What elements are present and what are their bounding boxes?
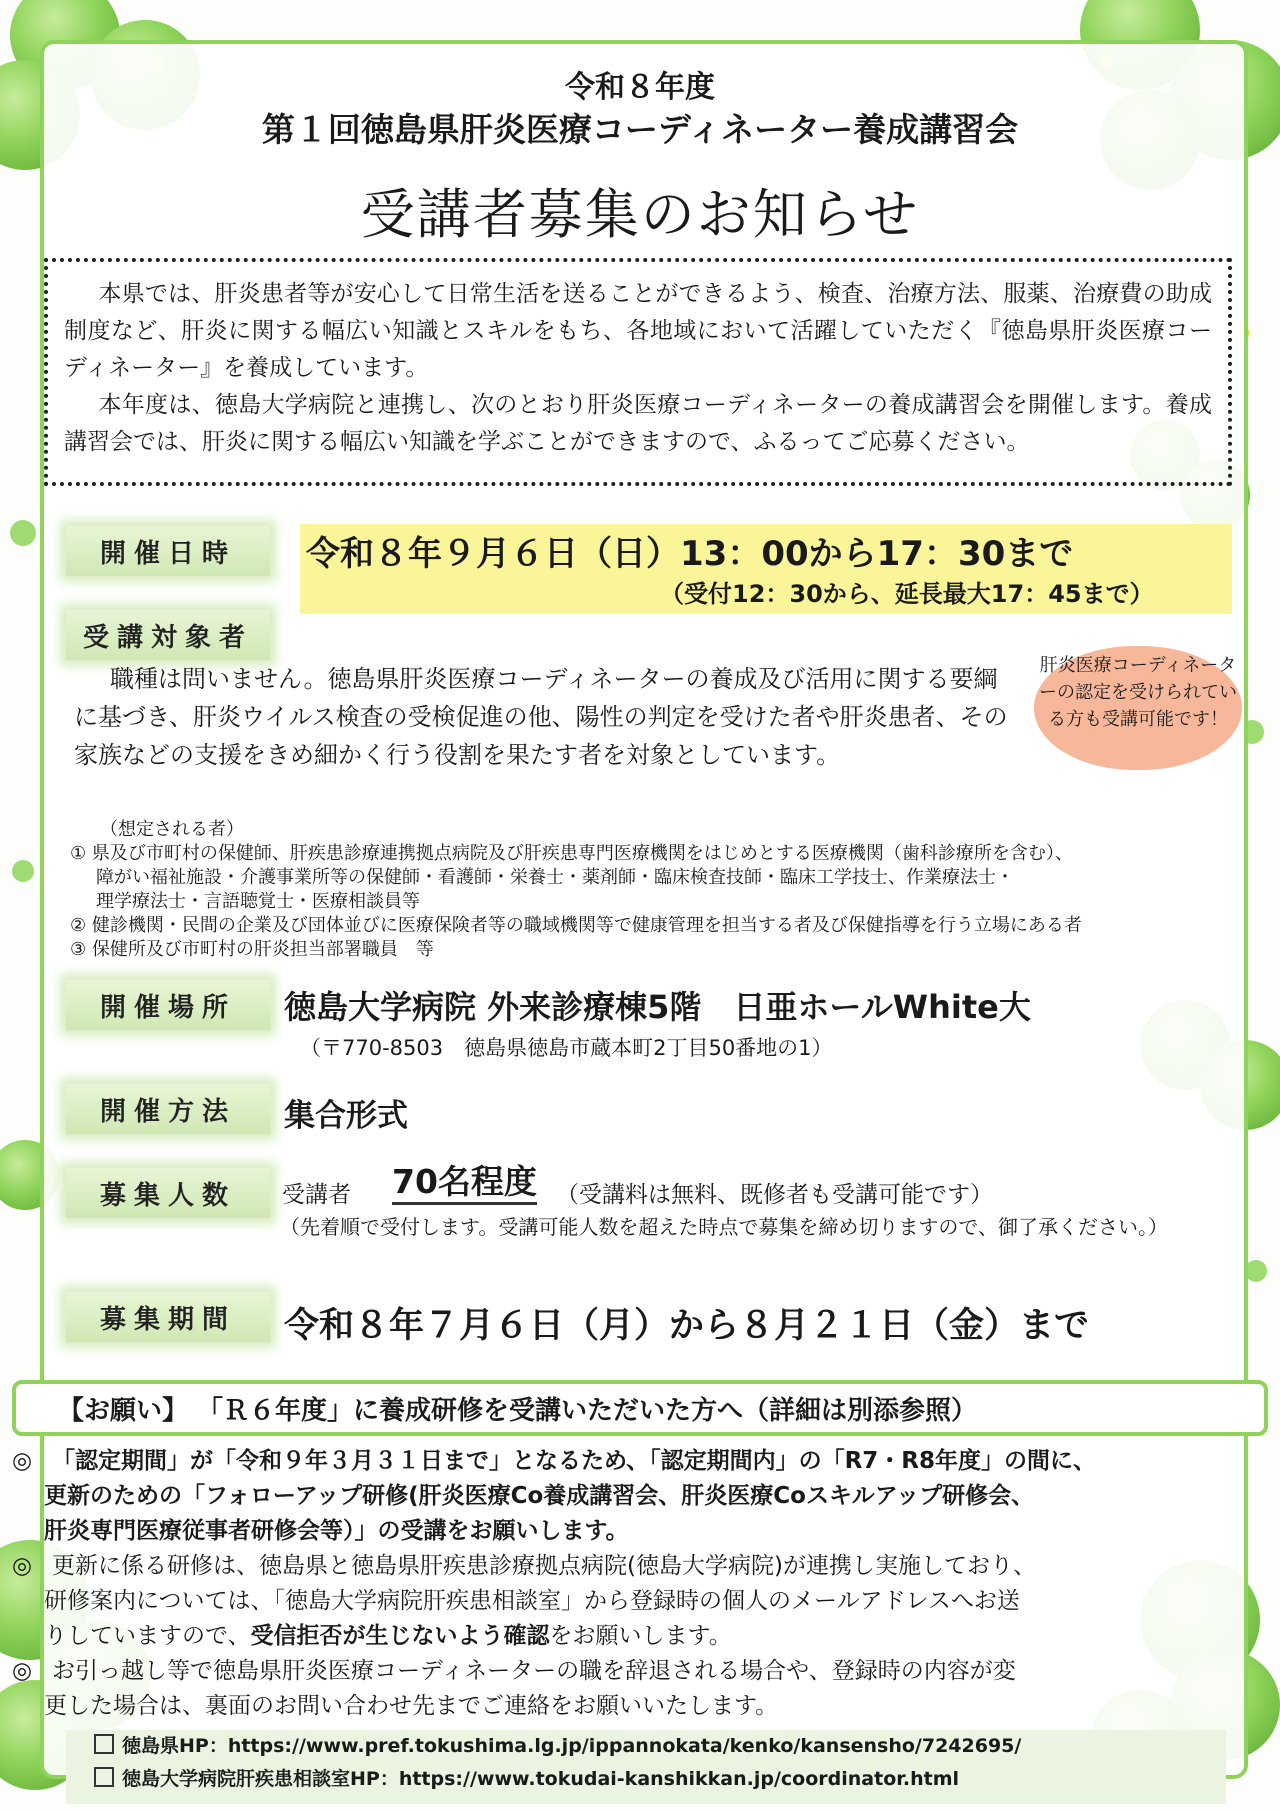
target-label: 受講対象者 [66,610,270,660]
capacity-label: 募集人数 [66,1168,270,1218]
intro-box [44,258,1232,486]
assumed-heading: （想定される者） [100,819,244,840]
fiscal-year: 令和８年度 [565,70,715,105]
intro-paragraph-1: 本県では、肝炎患者等が安心して日常生活を送ることができるよう、検査、治療方法、服薬、治療費の助成制度など、肝炎に関する幅広い知識とスキルをもち、各地域において活躍していただく『徳島県肝炎医療コーディネーター』を養成しています。 [64,281,1212,381]
request-note-2: ◎ 更新に係る研修は、徳島県と徳島県肝疾患診療拠点病院(徳島大学病院)が連携し実施しており、 [12,1549,1260,1584]
date-main: 令和８年９月６日（日）13：00から17：30まで [306,534,1074,574]
place-address: （〒770-8503 徳島県徳島市蔵本町2丁目50番地の1） [300,1036,833,1060]
page-title: 第１回徳島県肝炎医療コーディネーター養成講習会 [261,110,1019,149]
method-label: 開催方法 [66,1084,270,1134]
bullet-mark: ◎ [12,1658,33,1684]
capacity-fee-note: （受講料は無料、既修者も受講可能です） [556,1182,993,1208]
date-label: 開催日時 [66,526,270,576]
capacity-number: 70名程度 [392,1162,537,1205]
request-notes: ◎ 「認定期間」が「令和９年３月３１日まで」となるため、「認定期間内」の「R7・R8年度」の間に、 更新のための「フォローアップ研修(肝炎医療Co養成講習会、肝炎医療Coスキルアップ研修会、 肝炎専門医療従事者研修会等）」の受講をお願いします。 ◎ 更新に係る研修は、徳島県と徳島県肝疾患診療拠点病院(徳島大学病院)が連携し実施しており、 研修案内については、「徳島大学病院肝疾患相談室」から登録時の個人のメールアドレスへお送 りしていますので、受信拒否が生じないよう確認をお願いします。 ◎ お引っ越し等で徳島県肝炎医療コーディネーターの職を辞退される場合や、登録時の内容が変 更した場合は、裏面のお問い合わせ先までご連絡をお願いいたします。 [12,1444,1260,1724]
bullet-mark: ◎ [12,1448,33,1474]
checkbox-icon [94,1734,114,1754]
assumed-item-1-cont2: 理学療法士・言語聴覚士・医療相談員等 [96,891,420,912]
assumed-item-3: ③ 保健所及び市町村の肝炎担当部署職員 等 [70,939,434,960]
link-prefecture-hp[interactable]: 徳島県HP：https://www.pref.tokushima.lg.jp/ippannokata/kenko/kansensho/7242695/ [94,1730,1226,1763]
place-label: 開催場所 [66,980,270,1030]
link-hospital-hp[interactable]: 徳島大学病院肝疾患相談室HP：https://www.tokudai-kanshikkan.jp/coordinator.html [94,1763,1226,1796]
assumed-item-1-cont: 障がい福祉施設・介護事業所等の保健師・看護師・栄養士・薬剤師・臨床検査技師・臨床工学技士、作業療法士・ [96,867,1014,888]
assumed-item-2: ② 健診機関・民間の企業及び団体並びに医療保険者等の職域機関等で健康管理を担当する者及び保健指導を行う立場にある者 [70,915,1082,936]
period-value: 令和８年７月６日（月）から８月２１日（金）まで [284,1306,1090,1346]
capacity-prefix: 受講者 [282,1182,351,1208]
assumed-list [70,818,1082,962]
request-note-3: ◎ お引っ越し等で徳島県肝炎医療コーディネーターの職を辞退される場合や、登録時の内容が変 [12,1654,1260,1689]
links-box [66,1730,1226,1804]
request-note-1: ◎ 「認定期間」が「令和９年３月３１日まで」となるため、「認定期間内」の「R7・R8年度」の間に、 [12,1444,1260,1479]
certified-note-bubble: 肝炎医療コーディネーターの認定を受けられている方も受講可能です！ [1034,646,1242,770]
method-value: 集合形式 [284,1098,408,1134]
bullet-mark: ◎ [12,1553,33,1579]
capacity-note: （先着順で受付します。受講可能人数を超えた時点で募集を締め切りますので、御了承ください。） [280,1215,1168,1239]
page-subtitle: 受講者募集のお知らせ [360,183,920,246]
assumed-item-1: ① 県及び市町村の保健師、肝疾患診療連携拠点病院及び肝疾患専門医療機関をはじめとする医療機関（歯科診療所を含む）、 [70,843,1073,864]
period-label: 募集期間 [66,1292,270,1342]
request-title: 【お願い】 「Ｒ６年度」に養成研修を受講いただいた方へ（詳細は別添参照） [12,1380,1268,1436]
place-name: 徳島大学病院 外来診療棟5階 日亜ホールWhite大 [284,988,1031,1026]
target-text: 職種は問いません。徳島県肝炎医療コーディネーターの養成及び活用に関する要綱に基づき、肝炎ウイルス検査の受検促進の他、陽性の判定を受けた者や肝炎患者、その家族などの支援をきめ細かく行う役割を果たす者を対象としています。 [74,665,1008,769]
intro-paragraph-2: 本年度は、徳島大学病院と連携し、次のとおり肝炎医療コーディネーターの養成講習会を開催します。養成講習会では、肝炎に関する幅広い知識を学ぶことができますので、ふるってご応募ください。 [64,392,1212,455]
checkbox-icon [94,1767,114,1787]
date-reception: （受付12：30から、延長最大17：45まで） [660,580,1154,608]
